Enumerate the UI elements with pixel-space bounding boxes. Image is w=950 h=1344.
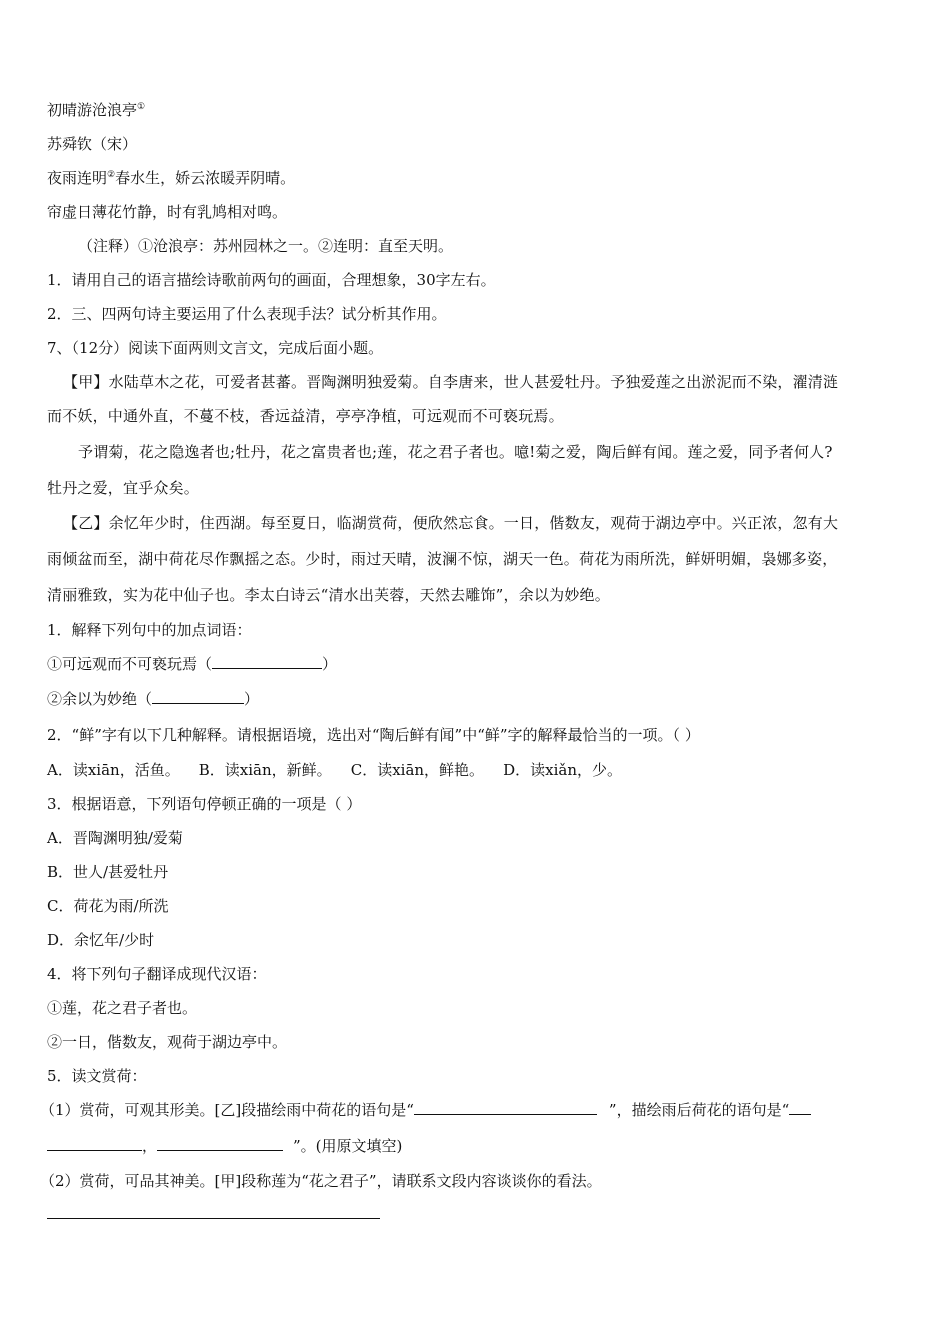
sub3-option-b: B．世人/甚爱牡丹 xyxy=(47,863,169,881)
sub2-prompt: 2．“鲜”字有以下几种解释。请根据语境，选出对“陶后鲜有闻”中“鲜”字的解释最恰当的一项。（ ） xyxy=(47,726,700,744)
yi-para-line-2: 雨倾盆而至，湖中荷花尽作飘摇之态。少时，雨过天晴，波澜不惊，湖天一色。荷花为雨所洗，鲜妍明媚，袅娜多姿， xyxy=(47,550,838,568)
sub4-prompt: 4．将下列句子翻译成现代汉语： xyxy=(47,965,267,983)
poem-author: 苏舜钦（宋） xyxy=(47,135,138,153)
poem-line-1: 夜雨连明②春水生，娇云浓暖弄阴晴。 xyxy=(47,169,296,187)
poem-question-2: 2．三、四两句诗主要运用了什么表现手法？试分析其作用。 xyxy=(47,305,447,323)
poem-note: （注释）①沧浪亭：苏州园林之一。②连明：直至天明。 xyxy=(78,237,454,255)
answer-blank[interactable] xyxy=(47,1136,142,1151)
sub3-prompt: 3．根据语意，下列语句停顿正确的一项是（ ） xyxy=(47,795,362,813)
sub5-prompt: 5．读文赏荷： xyxy=(47,1067,147,1085)
answer-line[interactable] xyxy=(47,1218,380,1219)
sub5-part-2: （2）赏荷，可品其神美。[甲]段称莲为“花之君子”，请联系文段内容谈谈你的看法。 xyxy=(40,1172,602,1190)
sub3-option-a: A．晋陶渊明独/爱菊 xyxy=(47,829,183,847)
answer-blank[interactable] xyxy=(212,654,322,669)
jia-para-2-line-2: 牡丹之爱，宜乎众矣。 xyxy=(47,479,200,497)
answer-blank[interactable] xyxy=(414,1100,597,1115)
sub4-item-2: ②一日，偕数友，观荷于湖边亭中。 xyxy=(47,1033,288,1051)
yi-para-line-3: 清丽雅致，实为花中仙子也。李太白诗云“清水出芙蓉，天然去雕饰”，余以为妙绝。 xyxy=(47,586,610,604)
poem-question-1: 1．请用自己的语言描绘诗歌前两句的画面，合理想象，30字左右。 xyxy=(47,271,496,289)
answer-blank[interactable] xyxy=(152,689,244,704)
poem-line-2: 帘虚日薄花竹静，时有乳鸠相对鸣。 xyxy=(47,203,288,221)
jia-para-1-line-1: 【甲】水陆草木之花，可爱者甚蕃。晋陶渊明独爱菊。自李唐来，世人甚爱牡丹。予独爱莲之出淤泥而不染，濯清涟 xyxy=(63,373,839,391)
sub2-options: A．读xiān，活鱼。 B．读xiān，新鲜。 C．读xiān，鲜艳。 D．读xiǎn，少。 xyxy=(47,761,623,779)
sub1-prompt: 1．解释下列句中的加点词语： xyxy=(47,621,252,639)
jia-para-1-line-2: 而不妖，中通外直，不蔓不枝，香远益清，亭亭净植，可远观而不可亵玩焉。 xyxy=(47,407,564,425)
sub4-item-1: ①莲，花之君子者也。 xyxy=(47,999,198,1017)
jia-para-2-line-1: 予谓菊，花之隐逸者也;牡丹，花之富贵者也;莲，花之君子者也。噫!菊之爱，陶后鲜有闻。莲之爱，同予者何人? xyxy=(78,443,833,461)
sub3-option-d: D．余忆年/少时 xyxy=(47,931,155,949)
sub3-option-c: C．荷花为雨/所洗 xyxy=(47,897,169,915)
answer-blank[interactable] xyxy=(789,1100,811,1115)
sub1-item-2: ②余以为妙绝（ ） xyxy=(47,690,260,708)
answer-blank[interactable] xyxy=(157,1136,283,1151)
sub5-part-1-line-1: （1）赏荷，可观其形美。[乙]段描绘雨中荷花的语句是“ ”，描绘雨后荷花的语句是“ xyxy=(40,1100,811,1120)
sub5-part-1-line-2: ， ”。(用原文填空) xyxy=(47,1136,402,1156)
q7-header: 7、（12分）阅读下面两则文言文，完成后面小题。 xyxy=(47,339,384,357)
yi-para-line-1: 【乙】余忆年少时，住西湖。每至夏日，临湖赏荷，便欣然忘食。一日，偕数友，观荷于湖边亭中。兴正浓，忽有大 xyxy=(63,514,839,532)
sub1-item-1: ①可远观而不可亵玩焉（ ） xyxy=(47,655,338,673)
poem-title: 初晴游沧浪亭① xyxy=(47,101,146,119)
